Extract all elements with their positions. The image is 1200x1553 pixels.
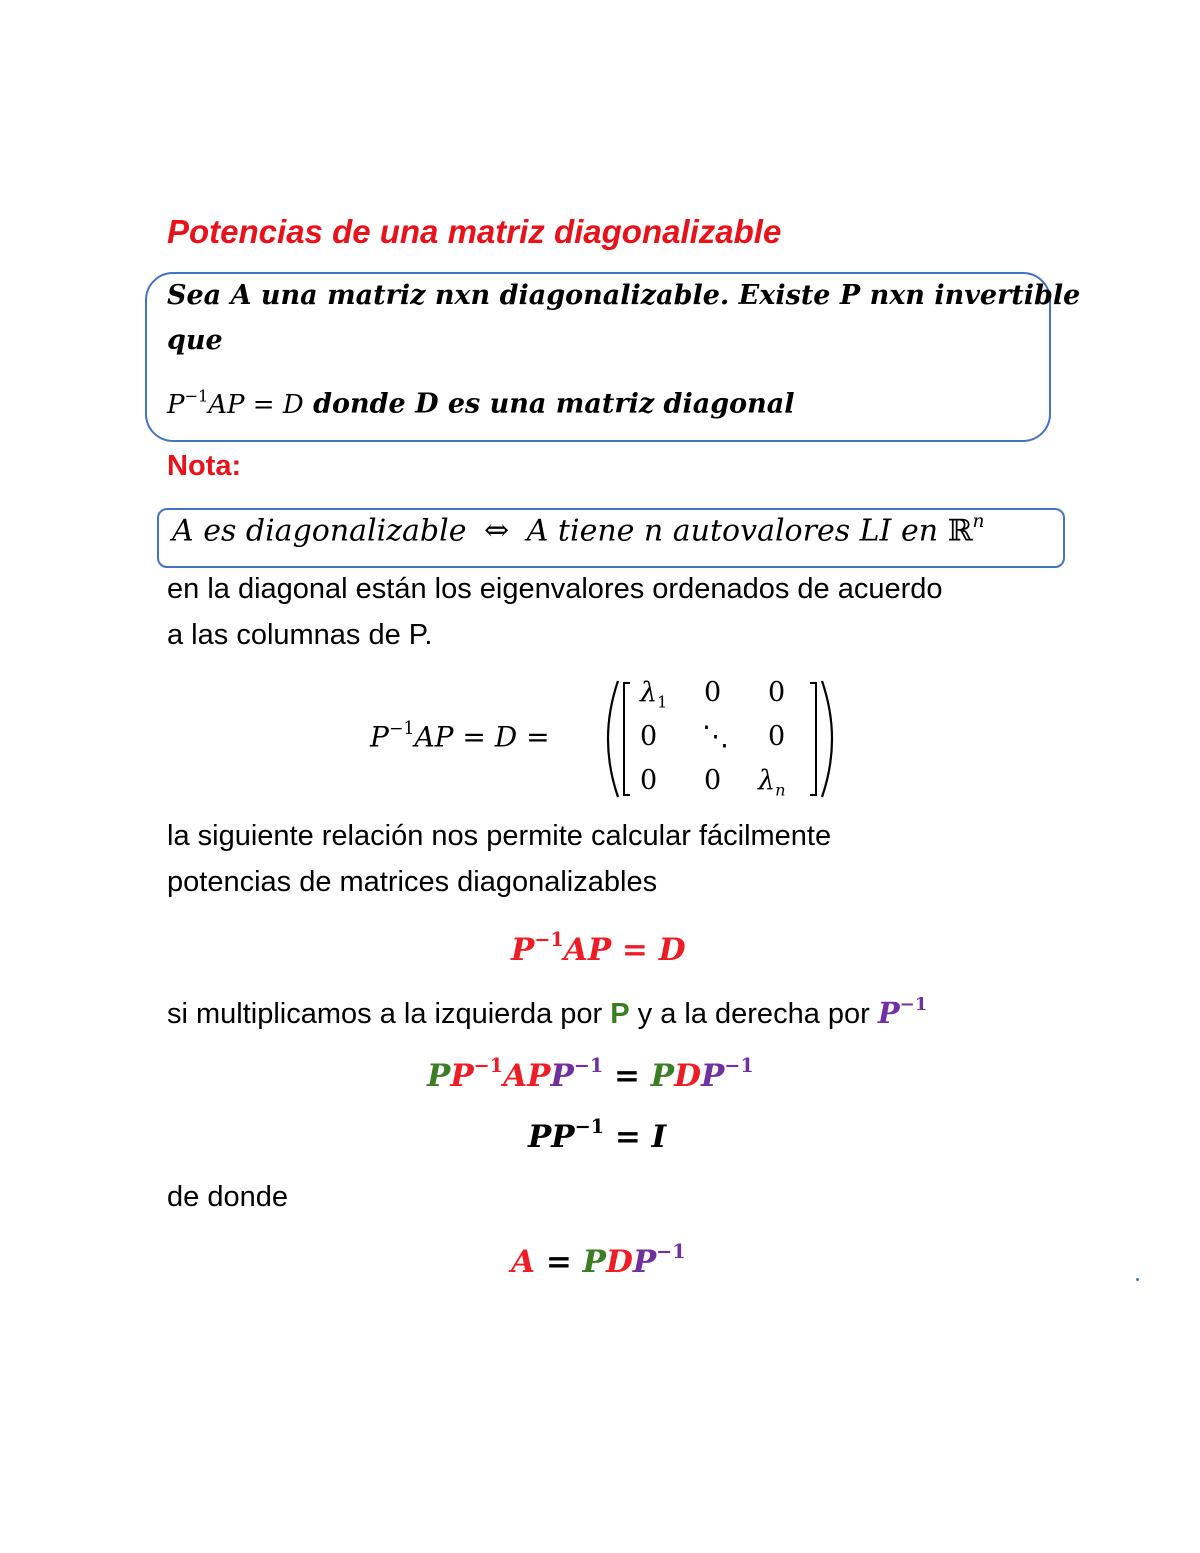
matrix-cell-3-3 bbox=[758, 765, 786, 799]
matrix-cell-2-3: 0 bbox=[768, 721, 786, 752]
p3-p: P bbox=[610, 997, 630, 1030]
eq2-sup3: −1 bbox=[724, 1054, 754, 1077]
eq-p: P bbox=[167, 389, 185, 420]
matrix-lhs-rest: AP = D = bbox=[414, 720, 550, 754]
nota-statement bbox=[172, 511, 985, 548]
paragraph-4: de donde bbox=[167, 1181, 288, 1213]
matrix-lhs-p: P bbox=[370, 720, 389, 754]
nota-lhs: A es diagonalizable bbox=[172, 513, 467, 549]
matrix-cell-1-2: 0 bbox=[704, 677, 722, 708]
lambda: λ bbox=[640, 677, 658, 708]
paragraph-2-line-2: potencias de matrices diagonalizables bbox=[167, 866, 658, 898]
stray-dot bbox=[1136, 1278, 1139, 1281]
eq2-p4: P bbox=[550, 1057, 574, 1094]
definition-eq-text: donde D es una matriz diagonal bbox=[303, 388, 795, 420]
eq2-equals: = bbox=[603, 1057, 651, 1094]
eq3-rest: = I bbox=[604, 1118, 667, 1155]
eq3-sup: −1 bbox=[574, 1115, 605, 1138]
matrix-cell-1-3: 0 bbox=[768, 677, 786, 708]
equation-1 bbox=[511, 928, 686, 968]
eq3-pp: PP bbox=[528, 1118, 575, 1155]
page-title: Potencias de una matriz diagonalizable bbox=[167, 213, 782, 250]
lambda-sub-1: 1 bbox=[657, 692, 668, 712]
definition-equation-line bbox=[167, 386, 794, 420]
space-exponent: n bbox=[972, 511, 985, 532]
matrix-cell-3-1: 0 bbox=[640, 765, 658, 796]
matrix-cell-1-1 bbox=[640, 677, 667, 711]
lambda: λ bbox=[758, 765, 776, 796]
real-space-symbol: ℝ bbox=[947, 513, 973, 549]
right-bracket bbox=[810, 683, 816, 795]
iff-symbol: ⇔ bbox=[484, 513, 510, 549]
equation-4 bbox=[511, 1240, 686, 1280]
left-paren bbox=[608, 681, 618, 797]
left-bracket bbox=[624, 683, 630, 795]
p3-pinv bbox=[878, 996, 927, 1030]
eq-sup: −1 bbox=[184, 386, 209, 405]
nota-rhs: A tiene n autovalores LI en bbox=[526, 513, 939, 549]
matrix-cell-2-2: ⋱ bbox=[702, 721, 729, 752]
eq4-sup: −1 bbox=[656, 1240, 686, 1263]
eq4-p1: P bbox=[582, 1243, 606, 1280]
matrix-cell-2-1: 0 bbox=[640, 721, 658, 752]
paragraph-2-line-1: la siguiente relación nos permite calcular fácilmente bbox=[167, 820, 832, 852]
eq-rest: AP = D bbox=[208, 389, 304, 420]
eq2-p1: P bbox=[427, 1057, 451, 1094]
eq4-equals: = bbox=[535, 1243, 583, 1280]
eq1-p: P bbox=[511, 931, 535, 968]
nota-label: Nota: bbox=[167, 450, 242, 482]
lambda-sub-n: n bbox=[775, 780, 786, 800]
matrix-lhs-sup: −1 bbox=[388, 719, 415, 739]
eq1-sup: −1 bbox=[534, 928, 564, 951]
eq2-p2: P bbox=[450, 1057, 474, 1094]
p3-pinv-p: P bbox=[877, 995, 900, 1030]
eq2-a: A bbox=[503, 1057, 528, 1094]
paragraph-1-line-2: a las columnas de P. bbox=[167, 619, 433, 651]
eq1-d: D bbox=[658, 931, 686, 968]
p3-mid: y a la derecha por bbox=[629, 997, 878, 1030]
eq2-sup2: −1 bbox=[573, 1054, 604, 1077]
eq4-p2: P bbox=[632, 1243, 657, 1280]
eq2-sup1: −1 bbox=[473, 1054, 504, 1077]
eq2-p3: P bbox=[527, 1057, 551, 1094]
eq2-p5: P bbox=[650, 1057, 675, 1094]
eq2-p6: P bbox=[700, 1057, 725, 1094]
eq1-ap: AP bbox=[563, 931, 612, 968]
p3-prefix: si multiplicamos a la izquierda por bbox=[167, 997, 611, 1030]
equation-3 bbox=[528, 1115, 666, 1155]
right-paren bbox=[822, 681, 832, 797]
definition-eq bbox=[167, 386, 304, 420]
paragraph-3 bbox=[167, 994, 927, 1031]
matrix-equation bbox=[370, 675, 840, 805]
definition-line-2: que bbox=[167, 325, 223, 356]
matrix-eq-lhs bbox=[370, 719, 550, 753]
definition-line-1: Sea A una matriz nxn diagonalizable. Existe P nxn invertible bbox=[167, 280, 1081, 311]
p3-pinv-sup: −1 bbox=[899, 994, 928, 1015]
equation-2 bbox=[427, 1054, 754, 1094]
eq1-equals: = bbox=[611, 931, 659, 968]
eq4-d: D bbox=[605, 1243, 633, 1280]
matrix-cell-3-2: 0 bbox=[704, 765, 722, 796]
eq2-d: D bbox=[674, 1057, 701, 1094]
paragraph-1-line-1: en la diagonal están los eigenvalores ordenados de acuerdo bbox=[167, 573, 943, 605]
eq4-a: A bbox=[511, 1243, 536, 1280]
